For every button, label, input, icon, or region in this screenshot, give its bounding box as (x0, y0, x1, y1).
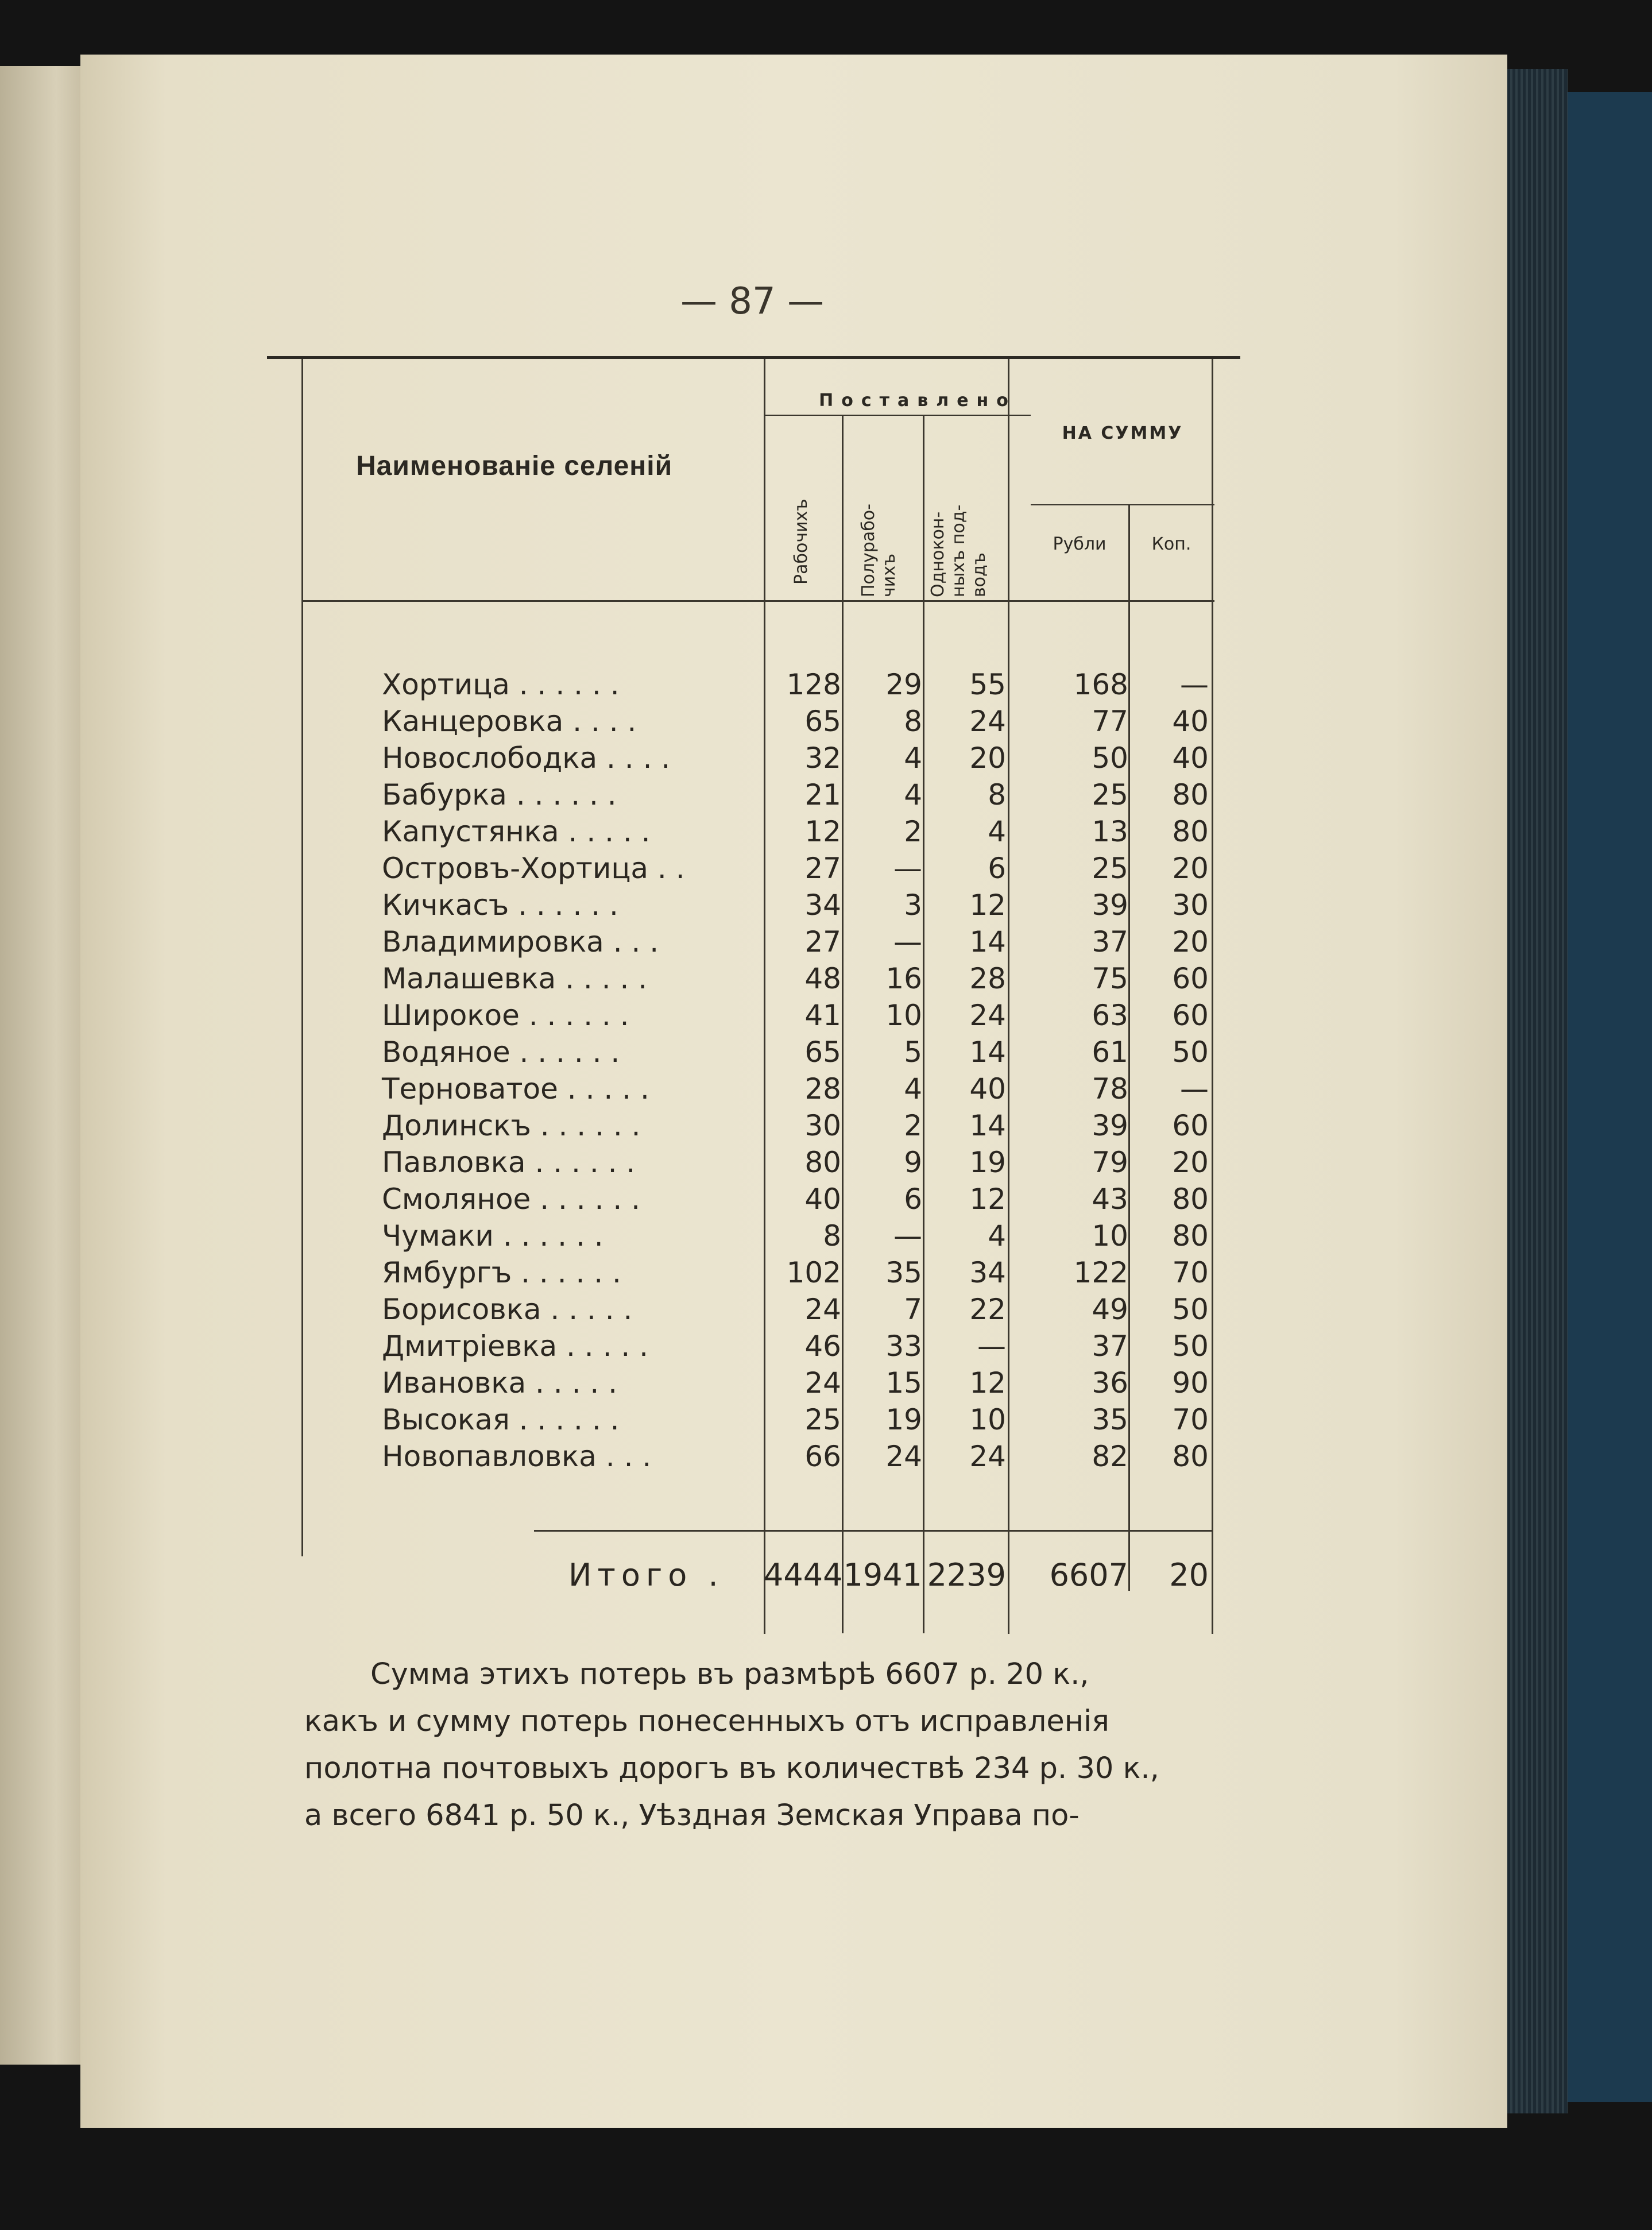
rubles-cell: 77 (1092, 705, 1128, 738)
workers-cell: 46 (804, 1330, 841, 1363)
supplied-divider (764, 415, 1031, 416)
halfworkers-cell: 29 (885, 668, 922, 701)
halfworkers-cell: 2 (904, 1109, 922, 1142)
halfworkers-cell: 4 (904, 741, 922, 775)
paragraph-line: какъ и сумму потерь понесенныхъ отъ исправленія (304, 1705, 1109, 1738)
kopecks-cell: 40 (1172, 705, 1209, 738)
header-supplied: Поставлено (819, 391, 1016, 411)
carts-cell: 19 (969, 1146, 1006, 1179)
settlement-name: Терноватое . . . . . (382, 1072, 649, 1106)
rubles-cell: 36 (1092, 1366, 1128, 1400)
carts-cell: 24 (969, 1440, 1006, 1473)
table-row (0, 703, 1652, 740)
table-row (0, 1144, 1652, 1181)
halfworkers-cell: 5 (904, 1035, 922, 1069)
halfworkers-cell: 19 (885, 1403, 922, 1436)
kopecks-cell: 80 (1172, 1182, 1209, 1216)
kopecks-cell: 70 (1172, 1403, 1209, 1436)
table-row (0, 923, 1652, 960)
workers-cell: 65 (804, 1035, 841, 1069)
rubles-cell: 78 (1092, 1072, 1128, 1106)
kopecks-cell: 20 (1172, 925, 1209, 959)
kopecks-cell: 70 (1172, 1256, 1209, 1289)
halfworkers-cell: 35 (885, 1256, 922, 1289)
kopecks-cell: 80 (1172, 1219, 1209, 1253)
table-row (0, 776, 1652, 813)
body-paragraph (304, 1651, 1206, 1839)
workers-cell: 21 (804, 778, 841, 811)
rubles-cell: 50 (1092, 741, 1128, 775)
table-row (0, 997, 1652, 1034)
table-row (0, 1291, 1652, 1328)
workers-cell: 34 (804, 888, 841, 922)
workers-cell: 25 (804, 1403, 841, 1436)
workers-cell: 48 (804, 962, 841, 995)
settlement-name: Смоляное . . . . . . (382, 1182, 641, 1216)
settlement-name: Владимировка . . . (382, 925, 659, 959)
halfworkers-cell: 33 (885, 1330, 922, 1363)
kopecks-cell: 20 (1172, 852, 1209, 885)
settlement-name: Канцеровка . . . . (382, 705, 637, 738)
workers-cell: 102 (786, 1256, 841, 1289)
kopecks-cell: 50 (1172, 1330, 1209, 1363)
rubles-cell: 10 (1092, 1219, 1128, 1253)
header-workers: Рабочихъ (791, 498, 811, 585)
carts-cell: 24 (969, 705, 1006, 738)
halfworkers-cell: 7 (904, 1293, 922, 1326)
rubles-cell: 43 (1092, 1182, 1128, 1216)
settlement-name: Широкое . . . . . . (382, 999, 629, 1032)
halfworkers-cell: — (893, 1219, 922, 1253)
kopecks-cell: 80 (1172, 778, 1209, 811)
kopecks-cell: 60 (1172, 999, 1209, 1032)
halfworkers-cell: 9 (904, 1146, 922, 1179)
total-label: Итого . (568, 1557, 724, 1593)
paragraph-line: полотна почтовыхъ дорогъ въ количествѣ 234 р. 30 к., (304, 1752, 1159, 1785)
halfworkers-cell: 24 (885, 1440, 922, 1473)
settlement-name: Хортица . . . . . . (382, 668, 620, 701)
workers-cell: 40 (804, 1182, 841, 1216)
total-halfworkers: 1941 (843, 1557, 922, 1593)
sum-divider (1031, 504, 1214, 505)
table-row (0, 1401, 1652, 1438)
kopecks-cell: 20 (1172, 1146, 1209, 1179)
kopecks-cell: 90 (1172, 1366, 1209, 1400)
rubles-cell: 35 (1092, 1403, 1128, 1436)
settlement-name: Новослободка . . . . (382, 741, 671, 775)
carts-cell: 20 (969, 741, 1006, 775)
settlement-name: Борисовка . . . . . (382, 1293, 633, 1326)
total-carts: 2239 (927, 1557, 1006, 1593)
table-row (0, 1218, 1652, 1254)
halfworkers-cell: 2 (904, 815, 922, 848)
header-bottom-rule (301, 600, 1214, 602)
table-row (0, 1070, 1652, 1107)
carts-cell: 6 (988, 852, 1006, 885)
halfworkers-cell: 4 (904, 778, 922, 811)
table-row (0, 813, 1652, 850)
rubles-cell: 82 (1092, 1440, 1128, 1473)
kopecks-cell: 50 (1172, 1293, 1209, 1326)
workers-cell: 66 (804, 1440, 841, 1473)
carts-cell: 12 (969, 888, 1006, 922)
settlement-name: Островъ-Хортица . . (382, 852, 685, 885)
settlement-name: Чумаки . . . . . . (382, 1219, 603, 1253)
settlement-name: Новопавловка . . . (382, 1440, 652, 1473)
total-rubles: 6607 (1049, 1557, 1128, 1593)
kopecks-cell: — (1180, 1072, 1209, 1106)
table-row (0, 1438, 1652, 1475)
total-kopecks: 20 (1169, 1557, 1209, 1593)
page-number: — 87 — (680, 280, 825, 323)
settlement-name: Кичкасъ . . . . . . (382, 888, 618, 922)
kopecks-cell: 40 (1172, 741, 1209, 775)
header-sum: НА СУММУ (1062, 423, 1183, 443)
workers-cell: 80 (804, 1146, 841, 1179)
table-row (0, 1328, 1652, 1365)
halfworkers-cell: 3 (904, 888, 922, 922)
settlement-name: Ивановка . . . . . (382, 1366, 618, 1400)
table-row (0, 1034, 1652, 1070)
header-halfworkers: Полурабо- чихъ (858, 504, 899, 597)
workers-cell: 32 (804, 741, 841, 775)
table-row (0, 887, 1652, 923)
carts-cell: 14 (969, 1109, 1006, 1142)
settlement-name: Дмитріевка . . . . . (382, 1330, 649, 1363)
settlement-name: Высокая . . . . . . (382, 1403, 620, 1436)
table-row (0, 850, 1652, 887)
rubles-cell: 61 (1092, 1035, 1128, 1069)
table-row (0, 960, 1652, 997)
halfworkers-cell: 8 (904, 705, 922, 738)
kopecks-cell: 80 (1172, 815, 1209, 848)
rubles-cell: 79 (1092, 1146, 1128, 1179)
table-row (0, 666, 1652, 703)
halfworkers-cell: 6 (904, 1182, 922, 1216)
carts-cell: 12 (969, 1182, 1006, 1216)
kopecks-cell: 60 (1172, 962, 1209, 995)
settlement-name: Павловка . . . . . . (382, 1146, 636, 1179)
table-row (0, 1365, 1652, 1401)
workers-cell: 27 (804, 925, 841, 959)
settlement-name: Капустянка . . . . . (382, 815, 651, 848)
header-rubles: Рубли (1053, 534, 1107, 554)
kopecks-cell: 60 (1172, 1109, 1209, 1142)
rubles-cell: 122 (1073, 1256, 1128, 1289)
carts-cell: 12 (969, 1366, 1006, 1400)
total-workers: 4444 (764, 1557, 843, 1593)
carts-cell: — (977, 1330, 1006, 1363)
carts-cell: 14 (969, 925, 1006, 959)
workers-cell: 27 (804, 852, 841, 885)
carts-cell: 8 (988, 778, 1006, 811)
total-row (0, 1555, 1652, 1595)
table-row (0, 1181, 1652, 1218)
workers-cell: 65 (804, 705, 841, 738)
rubles-cell: 168 (1073, 668, 1128, 701)
carts-cell: 34 (969, 1256, 1006, 1289)
header-settlement-name: Наименованіе селеній (356, 451, 673, 481)
table-row (0, 1107, 1652, 1144)
kopecks-cell: 50 (1172, 1035, 1209, 1069)
rubles-cell: 37 (1092, 925, 1128, 959)
kopecks-cell: — (1180, 668, 1209, 701)
rubles-cell: 39 (1092, 1109, 1128, 1142)
carts-cell: 14 (969, 1035, 1006, 1069)
paragraph-line: Сумма этихъ потерь въ размѣрѣ 6607 р. 20 к., (370, 1657, 1089, 1691)
workers-cell: 24 (804, 1366, 841, 1400)
carts-cell: 24 (969, 999, 1006, 1032)
carts-cell: 10 (969, 1403, 1006, 1436)
carts-cell: 4 (988, 815, 1006, 848)
rubles-cell: 63 (1092, 999, 1128, 1032)
halfworkers-cell: 10 (885, 999, 922, 1032)
halfworkers-cell: 4 (904, 1072, 922, 1106)
table-row (0, 1254, 1652, 1291)
paragraph-line: а всего 6841 р. 50 к., Уѣздная Земская Управа по- (304, 1799, 1080, 1833)
workers-cell: 30 (804, 1109, 841, 1142)
header-kopecks: Коп. (1151, 534, 1191, 554)
table-top-rule (267, 356, 1240, 359)
workers-cell: 12 (804, 815, 841, 848)
carts-cell: 4 (988, 1219, 1006, 1253)
carts-cell: 40 (969, 1072, 1006, 1106)
halfworkers-cell: — (893, 925, 922, 959)
rubles-cell: 49 (1092, 1293, 1128, 1326)
kopecks-cell: 30 (1172, 888, 1209, 922)
rubles-cell: 25 (1092, 778, 1128, 811)
workers-cell: 8 (823, 1219, 841, 1253)
rubles-cell: 25 (1092, 852, 1128, 885)
total-rule (534, 1530, 1212, 1532)
rubles-cell: 75 (1092, 962, 1128, 995)
halfworkers-cell: — (893, 852, 922, 885)
workers-cell: 28 (804, 1072, 841, 1106)
table-row (0, 740, 1652, 776)
settlement-name: Долинскъ . . . . . . (382, 1109, 641, 1142)
settlement-name: Бабурка . . . . . . (382, 778, 617, 811)
kopecks-cell: 80 (1172, 1440, 1209, 1473)
halfworkers-cell: 15 (885, 1366, 922, 1400)
rubles-cell: 37 (1092, 1330, 1128, 1363)
halfworkers-cell: 16 (885, 962, 922, 995)
header-carts: Однокон- ныхъ под- водъ (928, 504, 989, 597)
workers-cell: 24 (804, 1293, 841, 1326)
rubles-cell: 39 (1092, 888, 1128, 922)
settlement-name: Малашевка . . . . . (382, 962, 648, 995)
settlement-name: Ямбургъ . . . . . . (382, 1256, 621, 1289)
carts-cell: 28 (969, 962, 1006, 995)
carts-cell: 22 (969, 1293, 1006, 1326)
workers-cell: 128 (786, 668, 841, 701)
workers-cell: 41 (804, 999, 841, 1032)
carts-cell: 55 (969, 668, 1006, 701)
settlement-name: Водяное . . . . . . (382, 1035, 620, 1069)
rubles-cell: 13 (1092, 815, 1128, 848)
